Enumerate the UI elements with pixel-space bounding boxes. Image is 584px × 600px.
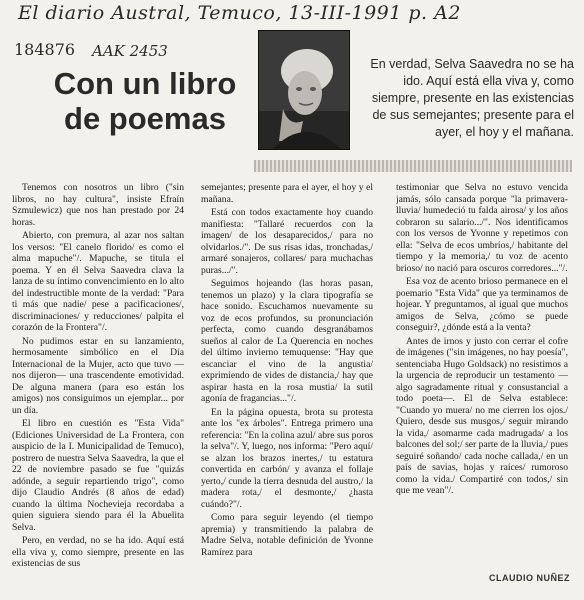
- handwritten-id-number: 184876: [14, 40, 76, 59]
- article-column-1: [12, 182, 184, 584]
- paragraph: semejantes; presente para el ayer, el hoy y el mañana.: [201, 182, 373, 205]
- paragraph: Abierto, con premura, al azar nos saltan los versos: "El canelo florido/ es como el alma mapuche"/. Mapuche, se titula el poema. Y en él Selva Saavedra clava la lanza de su íntimo convencimiento en lo alto del indestructible monte de la verdad: "Para ti más que nadie/ pese a pacificaciones/, discriminaciones/ y reducciones/ palpita el corazón de la Frontera"/.: [12, 230, 184, 333]
- paragraph: No pudimos estar en su lanzamiento, hermosamente simbólico en el Día Internacional de la Mujer, acto que tuvo —nos dijeron— una trascendente emotividad. De alguna manera (para eso están los amigos) nos consiguimos un ejemplar... por un día.: [12, 335, 184, 416]
- article-column-3: [396, 182, 568, 584]
- paragraph: Como para seguir leyendo (el tiempo apremia) y transmitiendo la palabra de Madre Selva, notable definición de Yvonne Ramírez para: [201, 512, 373, 558]
- handwritten-source-note: El diario Austral, Temuco, 13-III-1991 p. A2: [18, 2, 461, 24]
- paragraph: Antes de irnos y justo con cerrar el cofre de imágenes ("sin imágenes, no hay poesía", sentenciaba Hugo Goldsack) no resistimos a la urgencia de reproducir un testamento —algo sagradamente ritual y consustancial a todo poeta—. El de Selva establece: "Cuando yo muera/ no me cierren los ojos./ Quiero, desde sus musgos,/ seguir mirando la vida,/ asomarme cada madrugada/ a los balcones del sol;/ ser parte de la lluvia,/ pues seguiré soñando/ cada noche callada,/ en un país de savias, hojas y raíces/ rumoroso como la vida./ Compartiré con todos,/ sin que me vean"/.: [396, 335, 568, 496]
- paragraph: Pero, en verdad, no se ha ido. Aquí está ella viva y, como siempre, presente en las existencias de sus: [12, 535, 184, 569]
- author-byline: CLAUDIO NUÑEZ: [489, 573, 570, 583]
- pull-quote: En verdad, Selva Saavedra no se ha ido. Aquí está ella viva y, como siempre, presente en las existencias de sus semejantes; presente para el ayer, el hoy y el mañana.: [370, 57, 574, 139]
- paragraph: Tenemos con nosotros un libro ("sin libros, no hay cultura", insiste Efraín Szmulewicz) que nos han prestado por 24 horas.: [12, 182, 184, 228]
- paragraph: Está con todos exactamente hoy cuando manifiesta: "Tallaré recuerdos con la imagen/ de los desaparecidos,/ para no olvidarlos./". De sus risas idas, tronchadas,/ armaré sonajeros, collares/ para muchachas puras.../".: [201, 207, 373, 276]
- headline-line-1: Con un libro: [53, 66, 237, 101]
- article-headline: [40, 66, 250, 136]
- paragraph: El libro en cuestión es "Esta Vida" (Ediciones Universidad de La Frontera, con auspicio de la I. Municipalidad de Temuco), postrero de nuestra Selva Saavedra, la que el 22 de noviembre pasado se fue "quizás adónde, a seguir repartiendo trigo", como dijo Claudio Andrés (8 años de edad) cuando la última Nochevieja recordaba a quien siguiera siendo para él la Abuelita Selva.: [12, 418, 184, 533]
- halftone-divider: [254, 160, 572, 172]
- paragraph: Esa voz de acento brioso permanece en el poemario "Esta Vida" que ya terminamos de hojear. Y preguntamos, al igual que muchos amigos de Selva, ¿cómo se puede conseguir?, ¿dónde está a la venta?: [396, 276, 568, 333]
- handwritten-archive-code: AAK 2453: [92, 42, 168, 60]
- portrait-illustration: [259, 31, 349, 149]
- paragraph: testimoniar que Selva no estuvo vencida jamás, sólo cansada porque "la primavera-lluvia/ humedeció tu falda airosa/ y los años cobraron su salario.../". Nos identificamos con los versos de Yvonne y repetimos con ella: "Selva de ecos umbríos,/ habitante del tiempo y la memoria,/ tu voz de acento brioso/ no nació para oscuros corredores..."/.: [396, 182, 568, 274]
- paragraph: Seguimos hojeando (las horas pasan, tenemos un plazo) y la clara tipografía se hace sonido. Escuchamos nuevamente su voz de ecos profundos, su pronunciación perfecta, como cuando desgranábamos sueños al calor de La Querencia en noches del último invierno temuquense: "Hay que escanciar el vino de la angustia/ exprimiendo de vides de distancia,/ hay que aspirar hasta en la rosa mustia/ la sutil agonía de fragancias..."/.: [201, 278, 373, 404]
- paragraph: En la página opuesta, brota su protesta ante los "ex árboles". Entrega primero una referencia: "En la colina azul/ abre sus poros la selva"/. Y, luego, nos informa: "Pero aquí/ se alzan los brazos inertes,/ tu estatura convertida en carbón/ y avanza el follaje yerto,/ cunde la tierra desnuda del austro,/ la madera rota,/ el desmonte,/ ¿hasta cuándo?"/.: [201, 406, 373, 510]
- headline-line-2: de poemas: [64, 101, 226, 136]
- portrait-photo: [258, 30, 350, 150]
- article-column-2: [201, 182, 373, 584]
